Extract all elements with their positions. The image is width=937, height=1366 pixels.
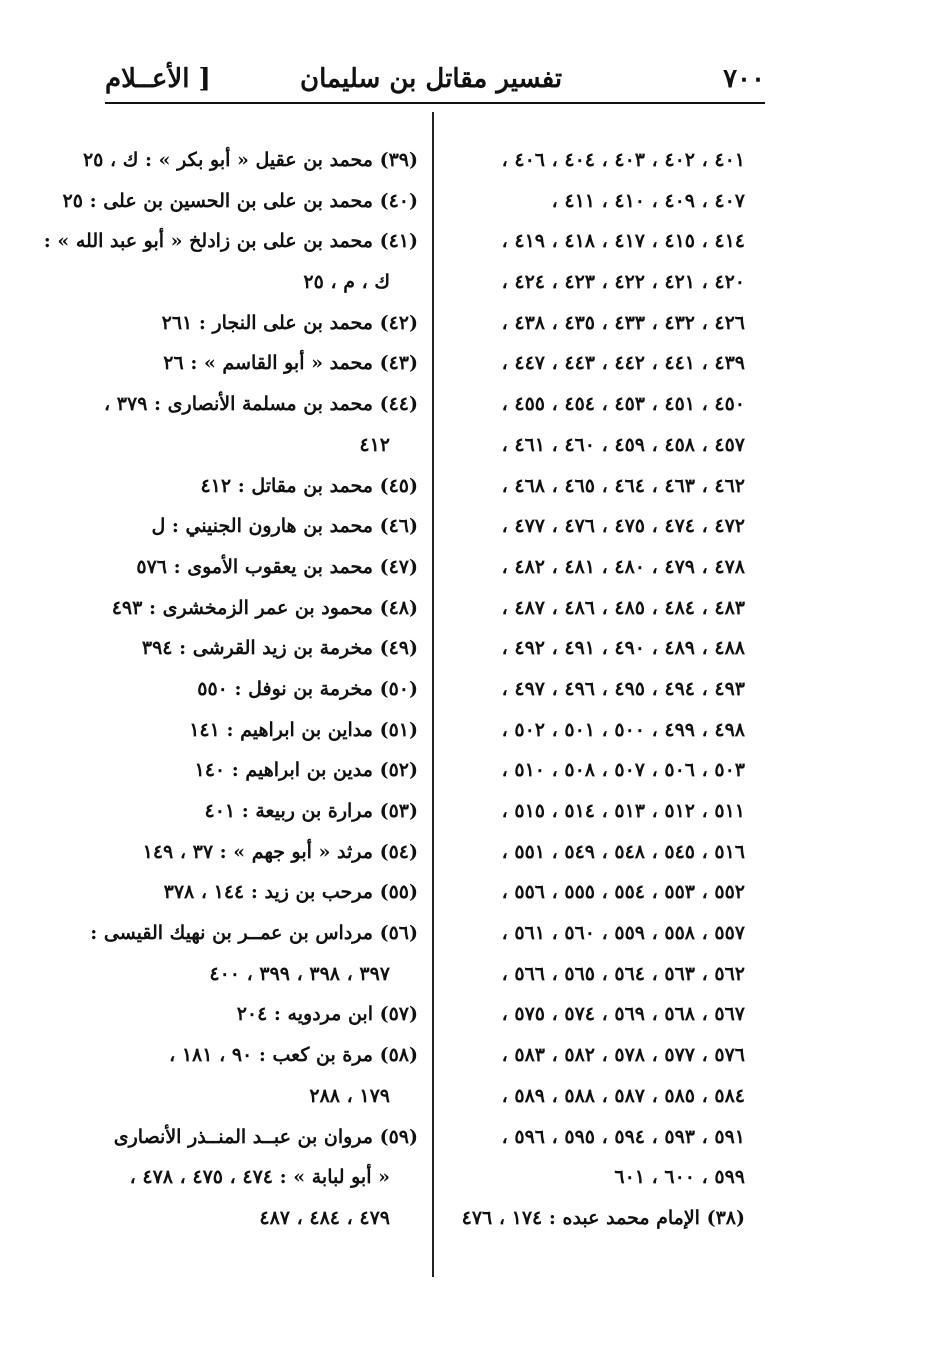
index-entry-continuation: ٤٧٩ ، ٤٨٤ ، ٤٨٧ — [259, 1206, 390, 1229]
header-rule — [105, 102, 765, 104]
index-entry-48: (٤٨) محمود بن عمر الزمخشرى : ٤٩٣ — [111, 596, 418, 619]
reference-line: ٤٦٢ ، ٤٦٣ ، ٤٦٤ ، ٤٦٥ ، ٤٦٨ ، — [501, 474, 745, 497]
index-entry-38: (٣٨) الإمام محمد عبده : ١٧٤ ، ٤٧٦ — [461, 1206, 745, 1229]
index-entry-49: (٤٩) مخرمة بن زيد القرشى : ٣٩٤ — [141, 637, 418, 660]
page-number: ٧٠٠ — [723, 64, 765, 94]
reference-line: ٤٩٣ ، ٤٩٤ ، ٤٩٥ ، ٤٩٦ ، ٤٩٧ ، — [501, 677, 745, 700]
right-column — [455, 140, 745, 1239]
index-entry-continuation: ك ، م ، ٢٥ — [303, 271, 390, 294]
index-entry-57: (٥٧) ابن مردويه : ٢٠٤ — [236, 1003, 418, 1026]
index-entry-41: (٤١) محمد بن على بن زادلخ « أبو عبد الله » : — [43, 230, 418, 253]
reference-line: ٥٥٢ ، ٥٥٣ ، ٥٥٤ ، ٥٥٥ ، ٥٥٦ ، — [501, 881, 745, 904]
reference-line: ٤١٤ ، ٤١٥ ، ٤١٧ ، ٤١٨ ، ٤١٩ ، — [501, 230, 745, 253]
reference-line: ٤٥٧ ، ٤٥٨ ، ٤٥٩ ، ٤٦٠ ، ٤٦١ ، — [501, 433, 745, 456]
index-entry-54: (٥٤) مرثد « أبو جهم » : ٣٧ ، ١٤٩ — [142, 840, 418, 863]
index-entry-continuation: ١٧٩ ، ٢٨٨ — [309, 1084, 390, 1107]
reference-line: ٤٠١ ، ٤٠٢ ، ٤٠٣ ، ٤٠٤ ، ٤٠٦ ، — [501, 149, 745, 171]
reference-line: ٥١٦ ، ٥٤٥ ، ٥٤٨ ، ٥٤٩ ، ٥٥١ ، — [501, 840, 745, 863]
reference-line: ٤٧٨ ، ٤٧٩ ، ٤٨٠ ، ٤٨١ ، ٤٨٢ ، — [501, 555, 745, 578]
index-entry-39: (٣٩) محمد بن عقيل « أبو بكر » : ك ، ٢٥ — [82, 149, 418, 171]
index-entry-47: (٤٧) محمد بن يعقوب الأموى : ٥٧٦ — [136, 555, 418, 578]
index-entry-45: (٤٥) محمد بن مقاتل : ٤١٢ — [200, 474, 418, 497]
index-entry-continuation: ٣٩٧ ، ٣٩٨ ، ٣٩٩ ، ٤٠٠ — [209, 962, 390, 985]
reference-line: ٥٧٦ ، ٥٧٧ ، ٥٧٨ ، ٥٨٢ ، ٥٨٣ ، — [501, 1044, 745, 1067]
reference-line: ٥١١ ، ٥١٢ ، ٥١٣ ، ٥١٤ ، ٥١٥ ، — [501, 800, 745, 822]
left-column — [43, 140, 418, 1239]
index-entry-58: (٥٨) مرة بن كعب : ٩٠ ، ١٨١ ، — [169, 1044, 418, 1067]
reference-line: ٤٨٣ ، ٤٨٤ ، ٤٨٥ ، ٤٨٦ ، ٤٨٧ ، — [501, 596, 745, 619]
reference-line: ٤٢٦ ، ٤٣٢ ، ٤٣٣ ، ٤٣٥ ، ٤٣٨ ، — [501, 311, 745, 334]
index-entry-46: (٤٦) محمد بن هارون الجنيني : ل — [151, 515, 418, 538]
reference-line: ٥٩٩ ، ٦٠٠ ، ٦٠١ — [614, 1166, 745, 1189]
section-heading: [ الأعــلام — [105, 64, 211, 94]
reference-line: ٤٨٨ ، ٤٨٩ ، ٤٩٠ ، ٤٩١ ، ٤٩٢ ، — [501, 637, 745, 660]
reference-line: ٥٠٣ ، ٥٠٦ ، ٥٠٧ ، ٥٠٨ ، ٥١٠ ، — [501, 759, 745, 782]
reference-line: ٤٠٧ ، ٤٠٩ ، ٤١٠ ، ٤١١ ، — [551, 189, 745, 212]
reference-line: ٥٦٢ ، ٥٦٣ ، ٥٦٤ ، ٥٦٥ ، ٥٦٦ ، — [501, 962, 745, 985]
reference-line: ٤٣٩ ، ٤٤١ ، ٤٤٢ ، ٤٤٣ ، ٤٤٧ ، — [501, 352, 745, 375]
index-entry-40: (٤٠) محمد بن على بن الحسين بن على : ٢٥ — [62, 189, 418, 212]
running-title: تفسير مقاتل بن سليمان — [300, 64, 563, 94]
reference-line: ٥٦٧ ، ٥٦٨ ، ٥٦٩ ، ٥٧٤ ، ٥٧٥ ، — [501, 1003, 745, 1026]
index-entry-53: (٥٣) مرارة بن ربيعة : ٤٠١ — [204, 800, 418, 822]
index-entry-59: (٥٩) مروان بن عبــد المنــذر الأنصارى — [113, 1125, 418, 1148]
reference-line: ٤٥٠ ، ٤٥١ ، ٤٥٣ ، ٤٥٤ ، ٤٥٥ ، — [501, 393, 745, 416]
index-entry-43: (٤٣) محمد « أبو القاسم » : ٢٦ — [163, 352, 418, 375]
index-entry-continuation: « أبو لبابة » : ٤٧٤ ، ٤٧٥ ، ٤٧٨ ، — [129, 1166, 390, 1189]
reference-line: ٥٥٧ ، ٥٥٨ ، ٥٥٩ ، ٥٦٠ ، ٥٦١ ، — [501, 922, 745, 945]
index-entry-51: (٥١) مداين بن ابراهيم : ١٤١ — [189, 718, 418, 741]
column-divider — [432, 112, 434, 1277]
index-entry-56: (٥٦) مرداس بن عمــر بن نهيك القيسى : — [90, 922, 418, 945]
index-entry-44: (٤٤) محمد بن مسلمة الأنصارى : ٣٧٩ ، — [104, 393, 418, 416]
reference-line: ٤٧٢ ، ٤٧٤ ، ٤٧٥ ، ٤٧٦ ، ٤٧٧ ، — [501, 515, 745, 538]
index-entry-50: (٥٠) مخرمة بن نوفل : ٥٥٠ — [197, 677, 418, 700]
index-entry-52: (٥٢) مدين بن ابراهيم : ١٤٠ — [194, 759, 418, 782]
index-entry-continuation: ٤١٢ — [359, 433, 390, 456]
index-entry-42: (٤٢) محمد بن على النجار : ٢٦١ — [161, 311, 418, 334]
reference-line: ٤٩٨ ، ٤٩٩ ، ٥٠٠ ، ٥٠١ ، ٥٠٢ ، — [501, 718, 745, 741]
reference-line: ٥٩١ ، ٥٩٣ ، ٥٩٤ ، ٥٩٥ ، ٥٩٦ ، — [501, 1125, 745, 1148]
reference-line: ٥٨٤ ، ٥٨٥ ، ٥٨٧ ، ٥٨٨ ، ٥٨٩ ، — [501, 1084, 745, 1107]
index-entry-55: (٥٥) مرحب بن زيد : ١٤٤ ، ٣٧٨ — [163, 881, 418, 904]
reference-line: ٤٢٠ ، ٤٢١ ، ٤٢٢ ، ٤٢٣ ، ٤٢٤ ، — [501, 271, 745, 294]
